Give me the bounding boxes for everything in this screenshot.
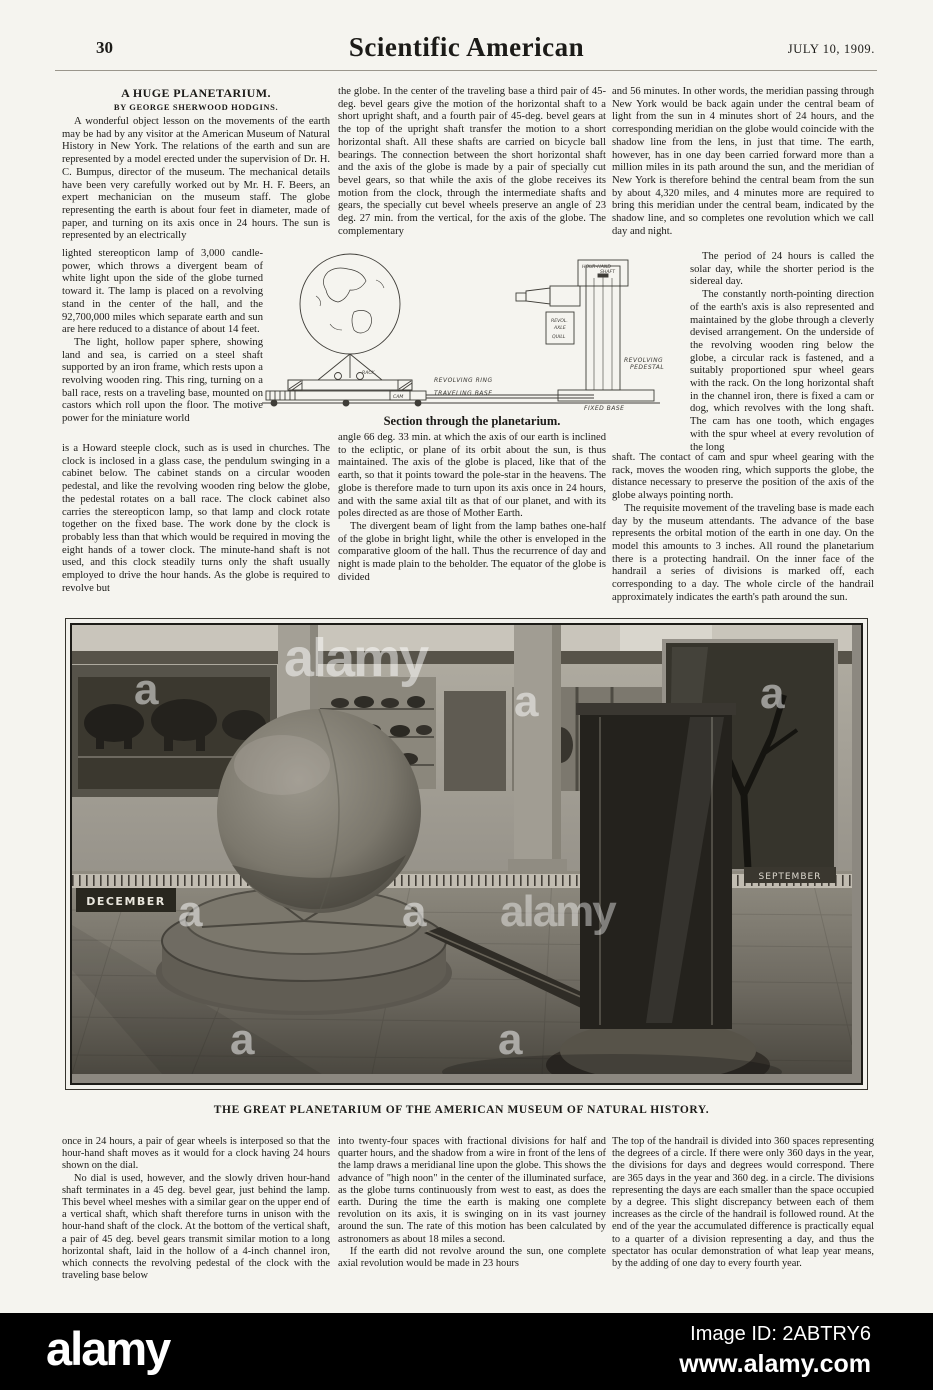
alamy-url-link[interactable]: www.alamy.com	[679, 1350, 871, 1378]
paragraph: The top of the handrail is divided into 360 spaces representing the degrees of a circle. If there were only 360 days in the year, the divisions for days and degrees would correspond. There are 365 days in the year and 360 deg. in a circle. The divisions representing the days are each smaller than the space occupied by a degree. This slight discrepancy between each of them increases as the circle of the handrail is followed round. At the end of the year the accumulated difference is practically equal to a quarter of a division representing a day, and thus the spectator has ocular demonstration of what leap year means, by the adding of one day to every fourth year.	[612, 1136, 874, 1270]
alamy-watermark: alamy	[500, 887, 615, 936]
watermark-letter-a: a	[498, 1015, 523, 1064]
paragraph: A wonderful object lesson on the movements of the earth may be had by any visitor at the American Museum of Natural History in New York. The relations of the earth and sun are represented by a model erected under the supervision of Dr. H. C. Bumpus, director of the museum. The mechanical details have been very carefully worked out by Mr. H. F. Beers, an expert mechanician on the museum staff. The globe representing the earth is about four feet in diameter, made of paper, and turning on its axis once in 24 hours. The sun is represented by an electrically	[62, 116, 330, 242]
animal-specimen	[151, 699, 217, 741]
watermark-letter-a: a	[178, 887, 203, 936]
column1-top	[62, 116, 330, 243]
paragraph: No dial is used, however, and the slowly driven hour-hand shaft terminates in a 45 deg. bevel gear, just behind the lamp. This bevel wheel meshes with a similar gear on the upper end of a vertical shaft, which shaft therefore turns in unison with the hour-hand shaft of the clock. At the bottom of the vertical shaft, a pair of 45 deg. bevel gears transmit similar motion to a long horizontal shaft, laid in the hollow of a 4-inch channel iron, which connects the revolving pedestal of the clock with the traveling base below	[62, 1172, 330, 1282]
column2-bottom	[338, 432, 606, 584]
column3-bottom	[612, 452, 874, 604]
label-hour-hand-shaft-2: SHAFT	[600, 270, 615, 275]
watermark-letter-a: a	[230, 1015, 255, 1064]
label-revolving-ring: REVOLVING RING	[434, 377, 493, 384]
diagram-caption: Section through the planetarium.	[383, 414, 561, 428]
watermark-letter-a: a	[514, 677, 539, 726]
paragraph: into twenty-four spaces with fractional divisions for half and quarter hours, and the shadow from a wire in front of the lens of the lamp draws a meridianal line upon the globe. This shows the advance of "high noon" in the center of the illuminated surface, as the globe turns continuously from west to east, as does the earth. During the time the earth is making one complete revolution on its axis, it is swinging on in its vast journey around the sun. The rate of this motion has been calculated by astronomers as about 18 miles a second.	[338, 1136, 606, 1245]
watermark-letter-a: a	[402, 887, 427, 936]
month-label-september: SEPTEMBER	[758, 872, 822, 882]
paragraph: The constantly north-pointing direction of the earth's axis is also represented and maintained by the globe through a cleverly devised arrangement. On the underside of the revolving wooden ring below the globe, a circular rack is fastened, and a suitably proportioned spur wheel gears with the rack. On the long horizontal shaft in the channel iron, there is fixed a cam or dog, which revolves with the long shaft. The cam has one tooth, which engages with the spur wheel at every revolution of the long	[690, 289, 874, 453]
label-traveling-base: TRAVELING BASE	[434, 390, 493, 397]
bottom-column2	[338, 1136, 606, 1270]
page-number: 30	[96, 38, 113, 57]
photo-frame	[65, 618, 868, 1090]
article-title: A HUGE PLANETARIUM.	[121, 86, 271, 100]
image-id-text: Image ID: 2ABTRY6	[690, 1323, 871, 1345]
label-revolving-pedestal-1: REVOLVING	[624, 357, 664, 364]
issue-date: JULY 10, 1909.	[787, 42, 875, 56]
watermark-letter-a: a	[760, 669, 785, 718]
paragraph: The requisite movement of the traveling base is made each day by the museum attendants. The advance of the base represents the orbital motion of the earth in one day. On the model this amounts to 3 inches. All round the planetarium there is a protecting handrail. On the inner face of the handrail a series of divisions is marked off, each corresponding to a day. The whole circle of the handrail approximately indicates the earth's path around the sun.	[612, 502, 874, 603]
masthead-title: Scientific American	[348, 32, 585, 62]
diagram-lamp	[550, 286, 580, 306]
column2-top	[338, 86, 606, 238]
label-quill-1: REVOL.	[551, 319, 568, 324]
month-label-december: DECEMBER	[86, 895, 166, 908]
label-rack: RACK.	[362, 371, 377, 376]
alamy-logo: alamy	[46, 1322, 170, 1375]
animal-specimen	[84, 704, 144, 742]
alamy-watermark: alamy	[284, 628, 428, 688]
label-fixed-base: FIXED BASE	[584, 405, 625, 412]
column3-narrow	[690, 251, 874, 454]
paragraph: angle 66 deg. 33 min. at which the axis of our earth is inclined to the ecliptic, or plane of its orbit about the sun, is thus maintained. The axis of the globe is placed, like that of the earth, so that it points toward the pole-star in the heavens. The globe is therefore made to turn upon its axis once in 24 hours, and with the same axial tilt as that of our planet, and with its poles directed as are those of Mother Earth.	[338, 432, 606, 520]
column3-top	[612, 86, 874, 238]
header-rule	[55, 70, 877, 71]
paragraph: The divergent beam of light from the lamp bathes one-half of the globe in bright light, while the other is enveloped in the comparative gloom of the hall. Thus the recurrence of day and night is made plain to the beholder. The equator of the globe is divided	[338, 520, 606, 583]
paragraph: shaft. The contact of cam and spur wheel gearing with the rack, moves the wooden ring, which supports the globe, the distance necessary to preserve the position of the axis of the globe always pointing north.	[612, 452, 874, 502]
paragraph: The period of 24 hours is called the solar day, while the shorter period is the sidereal day.	[690, 251, 874, 288]
alamy-footer-bar	[0, 1313, 933, 1390]
planetarium-section-drawing	[258, 250, 664, 412]
doorway	[444, 691, 506, 791]
paragraph: The light, hollow paper sphere, showing land and sea, is carried on a steel shaft supported by an iron frame, which rests upon a revolving wooden ring. This ring, turning on a ball race, rests on a traveling base, mounted on castors which roll upon the floor. The motive power for the miniature world	[62, 336, 263, 425]
label-quill-3: QUILL	[552, 335, 566, 340]
paragraph: If the earth did not revolve around the sun, one complete axial revolution would be made in 23 hours	[338, 1245, 606, 1270]
bottom-column1	[62, 1136, 330, 1282]
column1-narrow	[62, 248, 263, 426]
pillar	[508, 625, 567, 873]
planetarium-photograph	[70, 623, 863, 1085]
paragraph: and 56 minutes. In other words, the meridian passing through New York would be back again under the central beam of light from the sun in 4 minutes short of 24 hours, and the corresponding meridian on the globe would coincide with the shadow line from the lens, in just that time. The earth, however, has in one day been carried forward more than a million miles in its path around the sun, and the meridian of New York is therefore behind the central beam from the sun by about 4,320 miles, and 4 minutes more are required to bring this meridian under the central beam, indicated by the shadow line, and so completes one revolution which we call day and night.	[612, 86, 874, 237]
handrail	[72, 871, 852, 888]
article-byline: BY GEORGE SHERWOOD HODGINS.	[113, 102, 279, 112]
museum-hall-scene	[72, 625, 852, 1074]
diagram-fixed-base	[558, 390, 654, 401]
paragraph: the globe. In the center of the traveling base a third pair of 45-deg. bevel gears give the motion of the horizontal shaft to a short upright shaft, and a fourth pair of 45-deg. bevel gears at the top of the upright shaft transfer the motion to a short horizontal shaft. All these shafts are carried on bicycle ball bearings. The connection between the short horizontal shaft and the axis of the globe is made by a pair of specially cut bevel gears, so that while the axis of the globe receives its motion from the clock, through the intermediate shafts and gears, the specially cut bevel wheels preserve an angle of 23 deg. 27 min. from the vertical, for the axis of the globe. The complementary	[338, 86, 606, 237]
label-hour-hand-shaft-1: HOUR-HAND	[582, 265, 611, 270]
diagram-revolving-ring	[288, 380, 412, 390]
section-diagram	[258, 250, 664, 412]
label-cam: CAM	[393, 395, 404, 400]
column1-bottom	[62, 443, 330, 595]
watermark-letter-a: a	[134, 665, 159, 714]
photo-caption: THE GREAT PLANETARIUM OF THE AMERICAN MUSEUM OF NATURAL HISTORY.	[213, 1104, 710, 1116]
label-quill-2: AXLE	[554, 326, 566, 331]
paragraph: lighted stereopticon lamp of 3,000 candle-power, which throws a divergent beam of white light upon the side of the globe turned toward it. The lamp is placed on a revolving stand in the center of the hall, and the 92,700,000 miles which separate earth and sun are here reduced to a distance of about 14 feet.	[62, 248, 263, 336]
paragraph: is a Howard steeple clock, such as is used in churches. The clock is inclosed in a glass case, the pendulum swinging in a cabinet below. The cabinet stands on a circular wooden pedestal, and like the revolving wooden ring below the globe, the pedestal rotates on a ball race. The clock cabinet also carries the stereopticon lamp, so that lamp and clock rotate together on the fixed base. The work done by the clock is probably less than that which would be required in moving the eight hands of a tower clock. The minute-hand shaft is not used, and this clock steadily turns only the shaft usually employed to drive the hour hands. As the globe is required to revolve but	[62, 443, 330, 594]
paragraph: once in 24 hours, a pair of gear wheels is interposed so that the hour-hand shaft moves as it would for a clock having 24 hours shown on the dial.	[62, 1136, 330, 1172]
bottom-column3	[612, 1136, 874, 1270]
label-revolving-pedestal-2: PEDESTAL	[630, 364, 664, 371]
